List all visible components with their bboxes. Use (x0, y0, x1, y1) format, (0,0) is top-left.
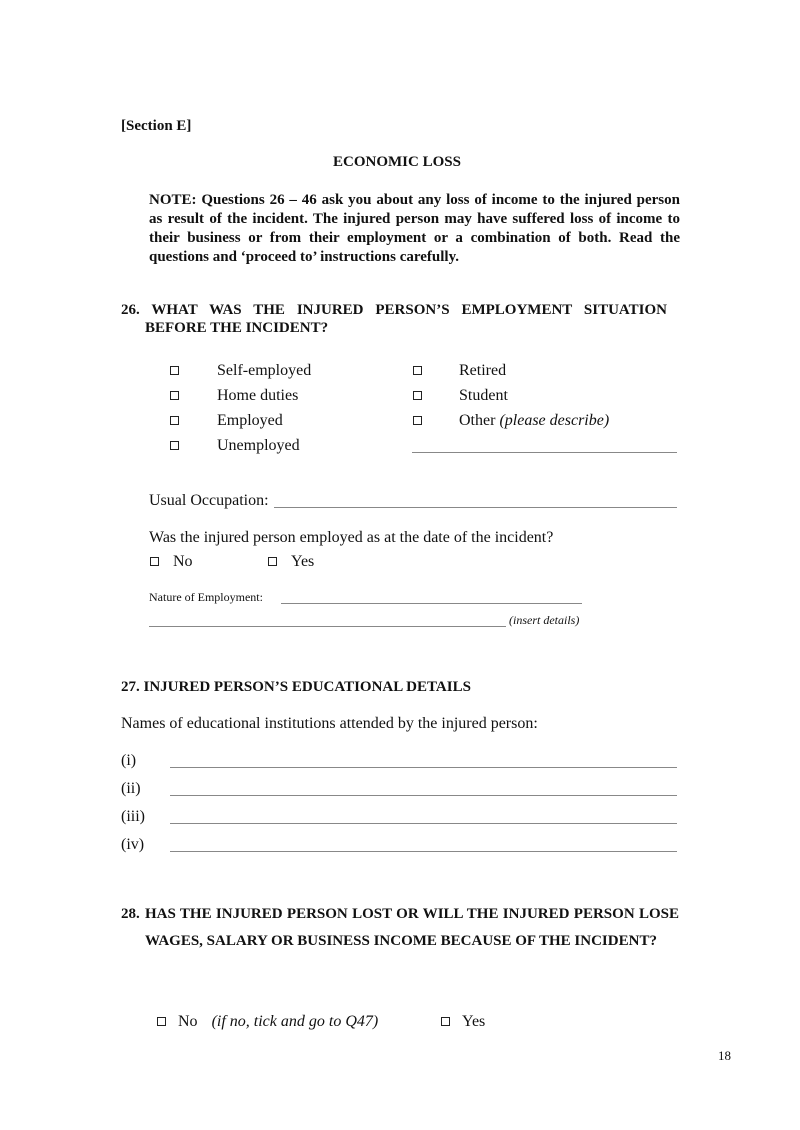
usual-occupation-field[interactable] (274, 507, 677, 508)
section-heading: ECONOMIC LOSS (333, 154, 461, 170)
option-unemployed[interactable] (170, 437, 300, 455)
institution-field[interactable] (170, 851, 677, 852)
option-student[interactable] (413, 387, 508, 405)
institution-index: (iv) (121, 836, 145, 853)
q27-title: 27. INJURED PERSON’S EDUCATIONAL DETAILS (121, 679, 471, 695)
checkbox[interactable] (268, 557, 277, 566)
institution-index: (i) (121, 752, 137, 769)
page-number: 18 (718, 1048, 731, 1063)
option-label: Student (459, 387, 508, 404)
institution-index: (iii) (121, 808, 145, 825)
option-other[interactable] (413, 412, 610, 430)
usual-occupation-label: Usual Occupation: (149, 492, 269, 509)
institution-index: (ii) (121, 780, 141, 797)
institution-field[interactable] (170, 823, 677, 824)
checkbox[interactable] (170, 391, 179, 400)
option-label: Home duties (217, 387, 299, 404)
option-hint: (if no, tick and go to Q47) (211, 1013, 379, 1030)
checkbox[interactable] (157, 1017, 166, 1026)
nature-of-employment-field[interactable] (281, 603, 582, 604)
section-label: [Section E] (121, 118, 192, 134)
q28-number: 28. (121, 906, 140, 922)
option-self-employed[interactable] (170, 362, 312, 380)
employed-yes-option[interactable] (268, 553, 314, 571)
option-label: Other (459, 412, 500, 429)
q27-prompt: Names of educational institutions attended by the injured person: (121, 715, 538, 732)
option-home-duties[interactable] (170, 387, 299, 405)
option-employed[interactable] (170, 412, 283, 430)
checkbox[interactable] (413, 391, 422, 400)
institution-field[interactable] (170, 767, 677, 768)
checkbox[interactable] (441, 1017, 450, 1026)
option-label: Yes (291, 553, 315, 570)
q28-yes-option[interactable] (441, 1013, 485, 1031)
option-label: Retired (459, 362, 507, 379)
q28-no-option[interactable] (157, 1013, 378, 1031)
q26-title-line1: 26. WHAT WAS THE INJURED PERSON’S EMPLOYMENT SITUATION (121, 302, 667, 318)
option-label: No (173, 553, 193, 570)
employed-no-option[interactable] (150, 553, 193, 571)
checkbox[interactable] (413, 416, 422, 425)
option-label: Yes (462, 1013, 486, 1030)
checkbox[interactable] (170, 416, 179, 425)
note-paragraph: NOTE: Questions 26 – 46 ask you about any loss of income to the injured person as result of the incident. The injured person may have suffered loss of income to their business or from their employment or a combination of both. Read the questions and ‘proceed to’ instructions carefully. (149, 192, 680, 265)
checkbox[interactable] (413, 366, 422, 375)
option-label: Employed (217, 412, 283, 429)
option-label: Self-employed (217, 362, 312, 379)
nature-of-employment-label: Nature of Employment: (149, 590, 263, 604)
option-retired[interactable] (413, 362, 507, 380)
other-description-line[interactable] (412, 452, 677, 453)
q26-title-line2: BEFORE THE INCIDENT? (145, 320, 329, 336)
employed-question: Was the injured person employed as at the date of the incident? (149, 529, 554, 546)
checkbox[interactable] (170, 366, 179, 375)
checkbox[interactable] (150, 557, 159, 566)
checkbox[interactable] (170, 441, 179, 450)
nature-details-field[interactable] (149, 626, 506, 627)
option-label: No (178, 1013, 198, 1030)
option-label: Unemployed (217, 437, 300, 454)
q28-question: HAS THE INJURED PERSON LOST OR WILL THE INJURED PERSON LOSE WAGES, SALARY OR BUSINESS INCOME BECAUSE OF THE INCIDENT? (145, 906, 679, 949)
insert-details-hint: (insert details) (509, 613, 580, 627)
option-hint: (please describe) (499, 412, 610, 429)
institution-field[interactable] (170, 795, 677, 796)
